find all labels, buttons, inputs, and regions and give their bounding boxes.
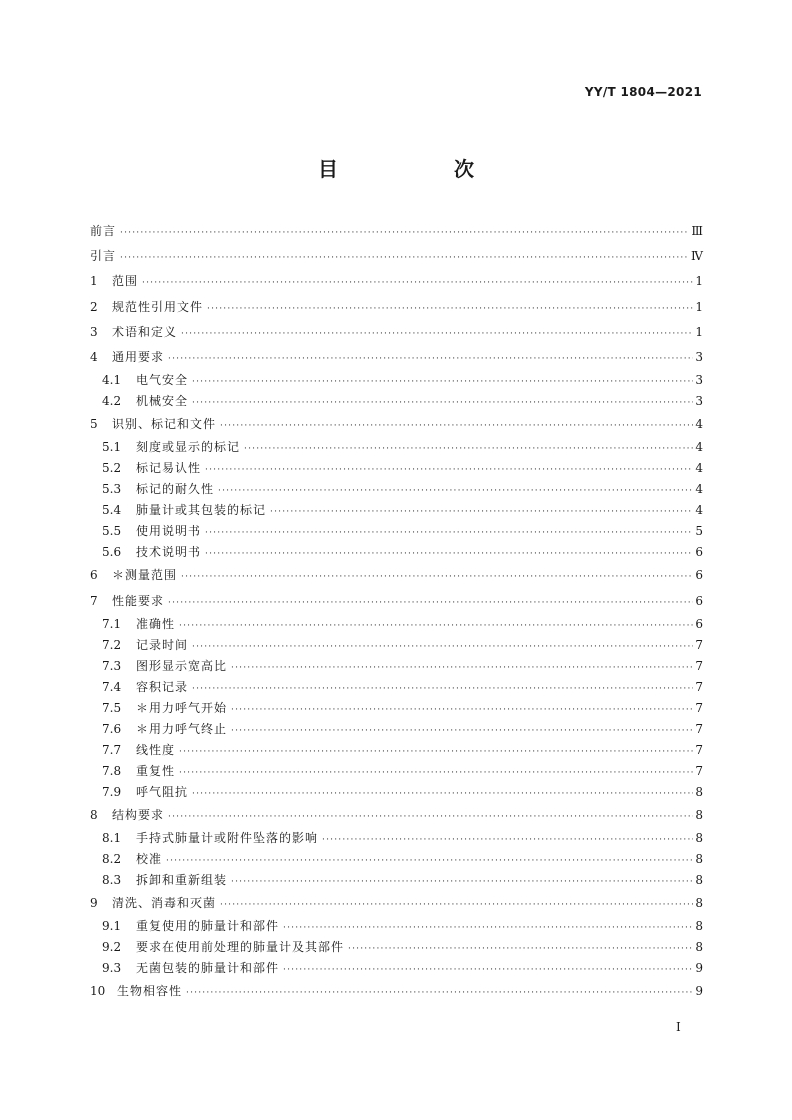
toc-entry-number: 7.8: [102, 763, 122, 778]
toc-entry-title[interactable]: 重复性: [136, 763, 176, 778]
dot-leader: [192, 679, 693, 700]
dot-leader: [205, 460, 693, 481]
toc-entry[interactable]: [90, 698, 703, 719]
toc-entry-page: 7: [695, 679, 703, 694]
dot-leader: [179, 763, 693, 784]
toc-entry[interactable]: [90, 479, 703, 500]
toc-entry-number: 5.6: [102, 545, 122, 560]
dot-leader: [181, 565, 693, 590]
toc-entry[interactable]: [90, 761, 703, 782]
toc-entry[interactable]: [90, 370, 703, 391]
dot-leader: [192, 784, 693, 805]
toc-entry-page: 9: [695, 961, 703, 976]
dot-leader: [192, 393, 693, 414]
toc-entry-page: 7: [695, 700, 703, 715]
toc-entry-page: Ⅲ: [691, 224, 703, 238]
dot-leader: [220, 893, 693, 918]
toc-entry-page: 3: [695, 394, 703, 409]
toc-entry-number: 5.3: [102, 482, 122, 497]
dot-leader: [120, 221, 689, 246]
toc-entry-page: 7: [695, 658, 703, 673]
toc-entry[interactable]: [90, 870, 703, 891]
toc-entry-page: 4: [695, 482, 703, 497]
page-folio: Ⅰ: [676, 1020, 681, 1034]
toc-entry[interactable]: [90, 849, 703, 870]
toc-entry-title[interactable]: 标记易认性: [136, 461, 202, 476]
toc-entry-page: 3: [695, 373, 703, 388]
toc-entry-page: 8: [695, 919, 703, 934]
toc-entry-page: Ⅳ: [691, 249, 703, 264]
dot-leader: [283, 960, 693, 981]
toc-entry-title[interactable]: 呼气阻抗: [136, 784, 189, 799]
toc-entry-title[interactable]: 机械安全: [136, 394, 189, 409]
standard-code: YY/T 1804—2021: [584, 85, 702, 99]
toc-entry-title[interactable]: 通用要求: [112, 349, 165, 364]
toc-entry-page: 1: [695, 274, 703, 289]
toc-entry[interactable]: [90, 782, 703, 803]
toc-entry[interactable]: [90, 719, 703, 740]
toc-entry[interactable]: [90, 391, 703, 412]
toc-entry-number: 4.2: [102, 394, 122, 409]
toc-entry-title[interactable]: 标记的耐久性: [136, 482, 215, 497]
toc-entry-title[interactable]: 刻度或显示的标记: [136, 440, 241, 455]
toc-entry[interactable]: [90, 219, 703, 244]
dot-leader: [192, 372, 693, 393]
toc-entry-page: 9: [695, 984, 703, 999]
toc-entry-page: 8: [695, 807, 703, 822]
toc-entry-number: 7.3: [102, 658, 122, 673]
toc-entry-number: 7.4: [102, 679, 122, 694]
toc-entry-title[interactable]: 无菌包装的肺量计和部件: [136, 961, 280, 976]
toc-entry[interactable]: [90, 589, 703, 614]
toc-entry-number: 3: [90, 324, 98, 339]
toc-entry-number: 8: [90, 807, 98, 822]
toc-entry-page: 1: [695, 324, 703, 339]
dot-leader: [120, 246, 689, 271]
toc-entry-title[interactable]: 规范性引用文件: [112, 299, 204, 314]
toc-entry-title[interactable]: 要求在使用前处理的肺量计及其部件: [136, 940, 345, 955]
dot-leader: [231, 700, 693, 721]
toc-entry[interactable]: [90, 320, 703, 345]
toc-entry-page: 8: [695, 830, 703, 845]
toc-entry-page: 8: [695, 872, 703, 887]
toc-entry-number: 5.1: [102, 440, 122, 455]
toc-entry-title[interactable]: 引言: [90, 249, 117, 264]
toc-entry[interactable]: [90, 345, 703, 370]
toc-entry-page: 7: [695, 637, 703, 652]
toc-entry-number: 2: [90, 299, 98, 314]
toc-entry-title[interactable]: 图形显示宽高比: [136, 658, 228, 673]
toc-entry-number: 1: [90, 274, 98, 289]
dot-leader: [270, 502, 693, 523]
toc-entry[interactable]: [90, 614, 703, 635]
dot-leader: [179, 616, 693, 637]
toc-entry[interactable]: [90, 803, 703, 828]
toc-entry-number: 7.1: [102, 616, 122, 631]
toc-entry-title[interactable]: 校准: [136, 851, 163, 866]
dot-leader: [218, 481, 693, 502]
toc-entry-title[interactable]: 性能要求: [112, 593, 165, 608]
toc-entry[interactable]: [90, 542, 703, 563]
dot-leader: [168, 591, 693, 616]
toc-entry-page: 8: [695, 784, 703, 799]
toc-entry-number: 4.1: [102, 373, 122, 388]
dot-leader: [186, 981, 693, 1006]
toc-entry-number: 8.3: [102, 872, 122, 887]
toc-entry[interactable]: [90, 828, 703, 849]
toc-entry-page: 4: [695, 503, 703, 518]
toc-entry-number: 7.7: [102, 742, 122, 757]
toc-entry[interactable]: [90, 500, 703, 521]
toc-entry-page: 6: [695, 545, 703, 560]
dot-leader: [283, 918, 693, 939]
dot-leader: [322, 830, 693, 851]
toc-entry-number: 8.1: [102, 830, 122, 845]
toc-entry-number: 5.5: [102, 524, 122, 539]
toc-entry-title[interactable]: 使用说明书: [136, 524, 202, 539]
toc-entry[interactable]: [90, 269, 703, 294]
toc-entry[interactable]: [90, 635, 703, 656]
dot-leader: [142, 271, 693, 296]
toc-entry[interactable]: [90, 677, 703, 698]
toc-entry[interactable]: [90, 937, 703, 958]
dot-leader: [231, 658, 693, 679]
toc-entry-title[interactable]: 重复使用的肺量计和部件: [136, 919, 280, 934]
dot-leader: [192, 637, 693, 658]
toc-entry[interactable]: [90, 412, 703, 437]
toc-entry-title[interactable]: 记录时间: [136, 637, 189, 652]
toc-entry-title[interactable]: 拆卸和重新组装: [136, 872, 228, 887]
toc-entry[interactable]: [90, 458, 703, 479]
toc-entry-title[interactable]: 准确性: [136, 616, 176, 631]
toc-entry-number: 5: [90, 417, 98, 432]
dot-leader: [205, 544, 693, 565]
toc-entry-title[interactable]: 线性度: [136, 742, 176, 757]
toc-entry-number: 8.2: [102, 851, 122, 866]
toc-entry-page: 7: [695, 721, 703, 736]
toc-entry-number: 7: [90, 593, 98, 608]
dot-leader: [179, 742, 693, 763]
toc-entry-number: 10: [90, 984, 106, 999]
toc-entry[interactable]: [90, 563, 703, 588]
toc-entry-page: 8: [695, 940, 703, 955]
table-of-contents: [90, 219, 703, 1004]
toc-entry-title[interactable]: 技术说明书: [136, 545, 202, 560]
toc-entry-number: 9: [90, 895, 98, 910]
toc-entry-page: 6: [695, 616, 703, 631]
toc-entry-page: 4: [695, 417, 703, 432]
toc-entry-number: 5.4: [102, 503, 122, 518]
dot-leader: [205, 523, 693, 544]
toc-entry-number: 4: [90, 349, 98, 364]
toc-entry-page: 3: [695, 349, 703, 364]
toc-entry-page: 1: [695, 299, 703, 314]
toc-entry-page: 7: [695, 763, 703, 778]
toc-entry[interactable]: [90, 740, 703, 761]
toc-entry-page: 4: [695, 461, 703, 476]
toc-entry[interactable]: [90, 244, 703, 269]
toc-entry-number: 7.9: [102, 784, 122, 799]
dot-leader: [348, 939, 693, 960]
toc-entry[interactable]: [90, 295, 703, 320]
dot-leader: [207, 297, 693, 322]
toc-entry-title[interactable]: 清洗、消毒和灭菌: [112, 895, 217, 910]
toc-entry-page: 4: [695, 440, 703, 455]
toc-entry-page: 6: [695, 593, 703, 608]
toc-entry-title[interactable]: 结构要求: [112, 807, 165, 822]
dot-leader: [166, 851, 693, 872]
toc-entry[interactable]: [90, 891, 703, 916]
dot-leader: [231, 721, 693, 742]
toc-entry-title[interactable]: 肺量计或其包装的标记: [136, 503, 267, 518]
toc-entry-title[interactable]: 生物相容性: [117, 984, 183, 999]
toc-entry-title[interactable]: 范围: [112, 274, 139, 289]
toc-entry-number: 6: [90, 568, 98, 583]
toc-entry-title[interactable]: ＊用力呼气开始: [136, 700, 228, 715]
toc-entry[interactable]: [90, 979, 703, 1004]
toc-entry[interactable]: [90, 958, 703, 979]
toc-entry-number: 9.1: [102, 919, 122, 934]
dot-leader: [231, 872, 693, 893]
toc-entry-number: 9.3: [102, 961, 122, 976]
toc-entry-number: 7.5: [102, 700, 122, 715]
toc-entry-title[interactable]: ＊测量范围: [112, 568, 178, 583]
toc-entry-number: 7.6: [102, 721, 122, 736]
page-title: 目 次: [318, 157, 522, 181]
toc-entry-number: 5.2: [102, 461, 122, 476]
dot-leader: [220, 414, 693, 439]
dot-leader: [168, 805, 693, 830]
dot-leader: [244, 439, 693, 460]
toc-entry-page: 8: [695, 895, 703, 910]
toc-entry-page: 6: [695, 568, 703, 583]
toc-entry-title[interactable]: 识别、标记和文件: [112, 417, 217, 432]
dot-leader: [168, 347, 693, 372]
toc-entry[interactable]: [90, 656, 703, 677]
toc-entry[interactable]: [90, 437, 703, 458]
toc-entry-title[interactable]: 电气安全: [136, 373, 189, 388]
dot-leader: [181, 322, 693, 347]
toc-entry[interactable]: [90, 521, 703, 542]
toc-entry-page: 5: [695, 524, 703, 539]
toc-entry-title[interactable]: 容积记录: [136, 679, 189, 694]
toc-entry-title[interactable]: 手持式肺量计或附件坠落的影响: [136, 830, 319, 845]
toc-entry-page: 7: [695, 742, 703, 757]
toc-entry-page: 8: [695, 851, 703, 866]
toc-entry-number: 9.2: [102, 940, 122, 955]
toc-entry-title[interactable]: 前言: [90, 224, 117, 238]
toc-entry[interactable]: [90, 916, 703, 937]
toc-entry-number: 7.2: [102, 637, 122, 652]
toc-entry-title[interactable]: ＊用力呼气终止: [136, 721, 228, 736]
toc-entry-title[interactable]: 术语和定义: [112, 324, 178, 339]
